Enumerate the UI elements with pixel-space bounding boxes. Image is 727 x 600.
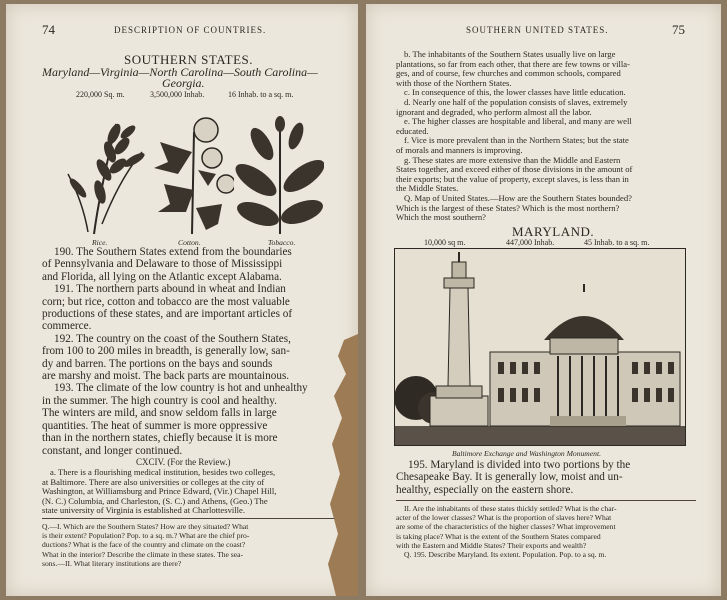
caption-rice: Rice. — [92, 238, 108, 247]
maryland-text — [396, 459, 630, 496]
section-divider — [396, 500, 696, 501]
right-notes — [396, 50, 632, 223]
md-stat-area: 10,000 sq m. — [424, 238, 466, 247]
question-line: II. Are the inhabitants of these states thickly settled? What is the char- — [404, 504, 617, 513]
question-line: is taking place? What is the extent of the Southern States compared — [396, 531, 601, 541]
body-line: quantities. The heat of summer is more oppressive — [42, 419, 268, 432]
cotton-illustration — [152, 112, 234, 236]
question-line: Q.—I. Which are the Southern States? How are they situated? What — [42, 522, 249, 531]
note-line: ges, and of course, few churches and common schools, compared — [396, 68, 621, 79]
body-line: 193. The climate of the low country is hot and unhealthy — [54, 382, 308, 395]
note-line: their exports; but the value of property, except slaves, is less than in — [396, 173, 629, 184]
maryland-title: MARYLAND. — [512, 224, 595, 239]
question-line: ductions? What is the face of the country and climate on the coast? — [42, 540, 246, 550]
body-line: are marshy and moist. The back parts are mountainous. — [42, 370, 290, 383]
body-line: The winters are mild, and snow seldom falls in large — [42, 407, 277, 420]
note-line: c. In consequence of this, the lower classes have little education. — [404, 87, 626, 98]
note-line: educated. — [396, 125, 429, 136]
note-line: plantations, so far from each other, that there are few towns or villa- — [396, 58, 630, 69]
note-line: ignorant and degraded, who perform almost all the labor. — [396, 106, 592, 117]
body-line: healthy, especially on the eastern shore. — [396, 483, 574, 496]
body-line: than in the northern states, chiefly because it is more — [42, 432, 278, 445]
engraving-caption: Baltimore Exchange and Washington Monument. — [452, 449, 601, 458]
note-line: e. The higher classes are hospitable and liberal, and many are well — [404, 116, 632, 127]
states-list-line1: Maryland—Virginia—North Carolina—South Carolina— — [42, 65, 318, 79]
caption-cotton: Cotton. — [178, 238, 201, 247]
body-line: constant, and longer continued. — [42, 444, 183, 457]
stat-density: 16 Inhab. to a sq. m. — [228, 90, 294, 99]
body-line: from 100 to 200 miles in breadth, is generally low, san- — [42, 345, 290, 358]
md-stat-population: 447,000 Inhab. — [506, 238, 555, 247]
body-line: corn; but rice, cotton and tobacco are the most valuable — [42, 295, 290, 308]
southern-states-title: SOUTHERN STATES. — [124, 52, 254, 67]
body-line: 192. The country on the coast of the Southern States, — [54, 332, 291, 345]
body-line: of Pennsylvania and Delaware to those of Mississippi — [42, 258, 283, 271]
note-line: the Middle States. — [396, 183, 459, 194]
note-line: Which is the largest of these States? Which is the most northern? — [396, 202, 620, 213]
body-line: 191. The northern parts abound in wheat and Indian — [54, 283, 286, 296]
review-line: a. There is a flourishing medical institution, besides two colleges, — [50, 467, 276, 477]
note-line: Q. Map of United States.—How are the Southern States bounded? — [404, 192, 632, 203]
review-line: state university of Virginia is established at Charlottesville. — [42, 505, 245, 516]
left-running-head: DESCRIPTION OF COUNTRIES. — [114, 25, 267, 35]
caption-tobacco: Tobacco. — [268, 238, 296, 247]
question-line: with the Eastern and Middle States? Their exports and wealth? — [396, 540, 587, 550]
question-line: Q. 195. Describe Maryland. Its extent. Population. Pop. to a sq. m. — [404, 550, 607, 560]
body-line: commerce. — [42, 320, 92, 333]
question-line: acter of the lower classes? What is the proportion of slaves here? What — [396, 513, 612, 523]
question-line: are some of the characteristics of the higher classes? What improvement — [396, 522, 616, 532]
note-line: with those of the Northern States. — [396, 77, 512, 88]
right-questions — [396, 504, 616, 559]
md-stat-density: 45 Inhab. to a sq. m. — [584, 238, 650, 247]
rice-illustration — [64, 104, 148, 236]
question-line: sons.—II. What literary institutions are there? — [42, 558, 182, 568]
note-line: f. Vice is more prevalent than in the Northern States; but the state — [404, 135, 629, 146]
note-line: g. These states are more extensive than the Middle and Eastern — [404, 154, 621, 165]
tobacco-illustration — [234, 114, 324, 236]
question-line: What in the interior? Describe the climate in these states. The sea- — [42, 549, 244, 559]
note-line: b. The inhabitants of the Southern States usually live on large — [404, 49, 616, 59]
right-page-number: 75 — [672, 22, 685, 37]
note-line: Which the most southern? — [396, 212, 486, 223]
right-page — [366, 4, 721, 596]
review-notes — [42, 468, 276, 516]
left-questions — [42, 522, 249, 568]
right-running-head: SOUTHERN UNITED STATES. — [466, 25, 609, 35]
body-line: 195. Maryland is divided into two portions by the — [408, 459, 631, 471]
note-line: States together, and exceed either of those divisions in the amount of — [396, 164, 633, 175]
question-line: is their extent? Population? Pop. to a sq. m.? What are the chief pro- — [42, 531, 250, 541]
review-line: Washington, at Williamsburg and Prince Edward, (Vir.) Chapel Hill, — [42, 486, 277, 497]
body-line: dy and barren. The portions on the bays and sounds — [42, 357, 273, 370]
review-heading: CXCIV. (For the Review.) — [136, 457, 231, 467]
southern-states-text — [42, 246, 358, 457]
left-page — [6, 4, 358, 596]
body-line: in the summer. The high country is cool and healthy. — [42, 394, 277, 407]
states-list-line2: Georgia. — [162, 76, 205, 90]
note-line: of morals and manners is improving. — [396, 144, 523, 155]
stat-area: 220,000 Sq. m. — [76, 90, 125, 99]
review-line: at Baltimore. There are also universities or colleges at the city of — [42, 476, 265, 487]
body-line: 190. The Southern States extend from the boundaries — [54, 246, 292, 258]
body-line: and Florida, all lying on the Atlantic except Alabama. — [42, 270, 282, 283]
body-line: Chesapeake Bay. It is generally low, moist and un- — [396, 471, 623, 484]
note-line: d. Nearly one half of the population consists of slaves, extremely — [404, 96, 628, 107]
left-page-number: 74 — [42, 22, 55, 37]
review-line: (N. C.) Columbia, and Charleston, (S. C.) and Athens, (Geo.) The — [42, 495, 268, 506]
section-divider — [42, 518, 342, 519]
torn-edge — [324, 334, 358, 596]
body-line: productions of these states, and are important articles of — [42, 308, 293, 321]
stat-population: 3,500,000 Inhab. — [150, 90, 205, 99]
baltimore-engraving — [394, 248, 686, 446]
